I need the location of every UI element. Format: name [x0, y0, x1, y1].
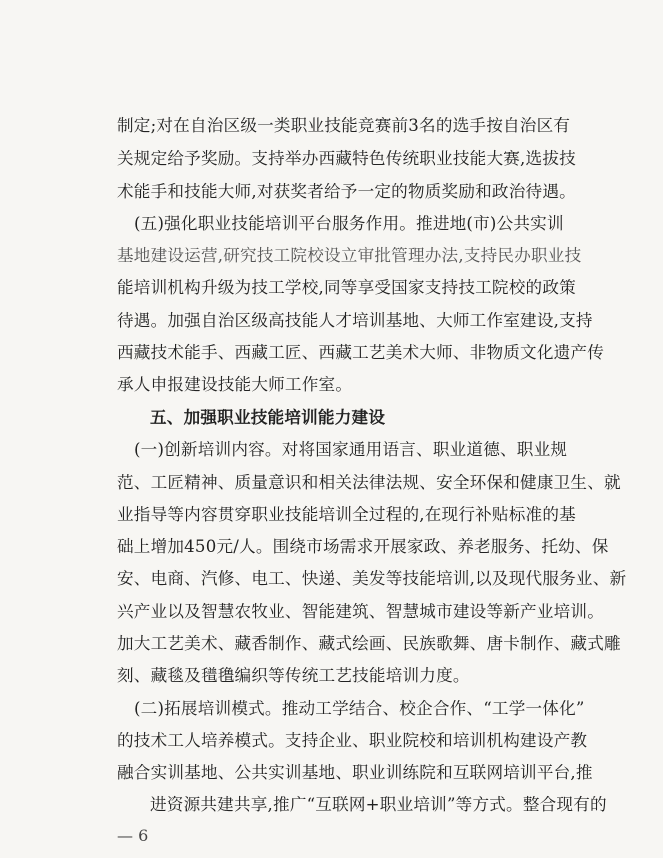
body-text-line: 制定;对在自治区级一类职业技能竞赛前3名的选手按自治区有 [117, 116, 571, 135]
body-text-line: 范、工匠精神、质量意识和相关法律法规、安全环保和健康卫生、就 [117, 473, 621, 492]
body-text-line: 承人申报建设技能大师工作室。 [117, 375, 353, 394]
body-text-line: (二)拓展培训模式。推动工学结合、校企合作、“工学一体化” [134, 699, 585, 718]
body-text-line: 进资源共建共享,推广“互联网+职业培训”等方式。整合现有的 [150, 795, 607, 814]
body-text-line: 础上增加450元/人。围绕市场需求开展家政、养老服务、托幼、保 [117, 537, 609, 556]
body-text-line: 基地建设运营,研究技工院校设立审批管理办法,支持民办职业技 [117, 246, 582, 265]
body-text-line: 的技术工人培养模式。支持企业、职业院校和培训机构建设产教 [117, 731, 588, 750]
body-text-line: (一)创新培训内容。对将国家通用语言、职业道德、职业规 [134, 440, 568, 459]
body-text-line: 安、电商、汽修、电工、快递、美发等技能培训,以及现代服务业、新 [117, 569, 627, 588]
body-text-line: 刻、藏毯及氆氇编织等传统工艺技能培训力度。 [117, 666, 470, 685]
body-text-line: (五)强化职业技能培训平台服务作用。推进地(市)公共实训 [134, 214, 564, 233]
page-number: — 6 [117, 826, 149, 845]
body-text-line: 兴产业以及智慧农牧业、智能建筑、智慧城市建设等新产业培训。 [117, 602, 605, 621]
body-text-line: 关规定给予奖励。支持举办西藏特色传统职业技能大赛,选拔技 [117, 149, 576, 168]
section-heading: 五、加强职业技能培训能力建设 [150, 408, 386, 427]
body-text-line: 西藏技术能手、西藏工匠、西藏工艺美术大师、非物质文化遗产传 [117, 343, 605, 362]
body-text-line: 加大工艺美术、藏香制作、藏式绘画、民族歌舞、唐卡制作、藏式雕 [117, 634, 621, 653]
body-text-line: 术能手和技能大师,对获奖者给予一定的物质奖励和政治待遇。 [117, 182, 576, 201]
body-text-line: 融合实训基地、公共实训基地、职业训练院和互联网培训平台,推 [117, 763, 593, 782]
body-text-line: 能培训机构升级为技工学校,同等享受国家支持技工院校的政策 [117, 278, 576, 297]
body-text-line: 业指导等内容贯穿职业技能培训全过程的,在现行补贴标准的基 [117, 505, 576, 524]
body-text-line: 待遇。加强自治区级高技能人才培训基地、大师工作室建设,支持 [117, 311, 593, 330]
